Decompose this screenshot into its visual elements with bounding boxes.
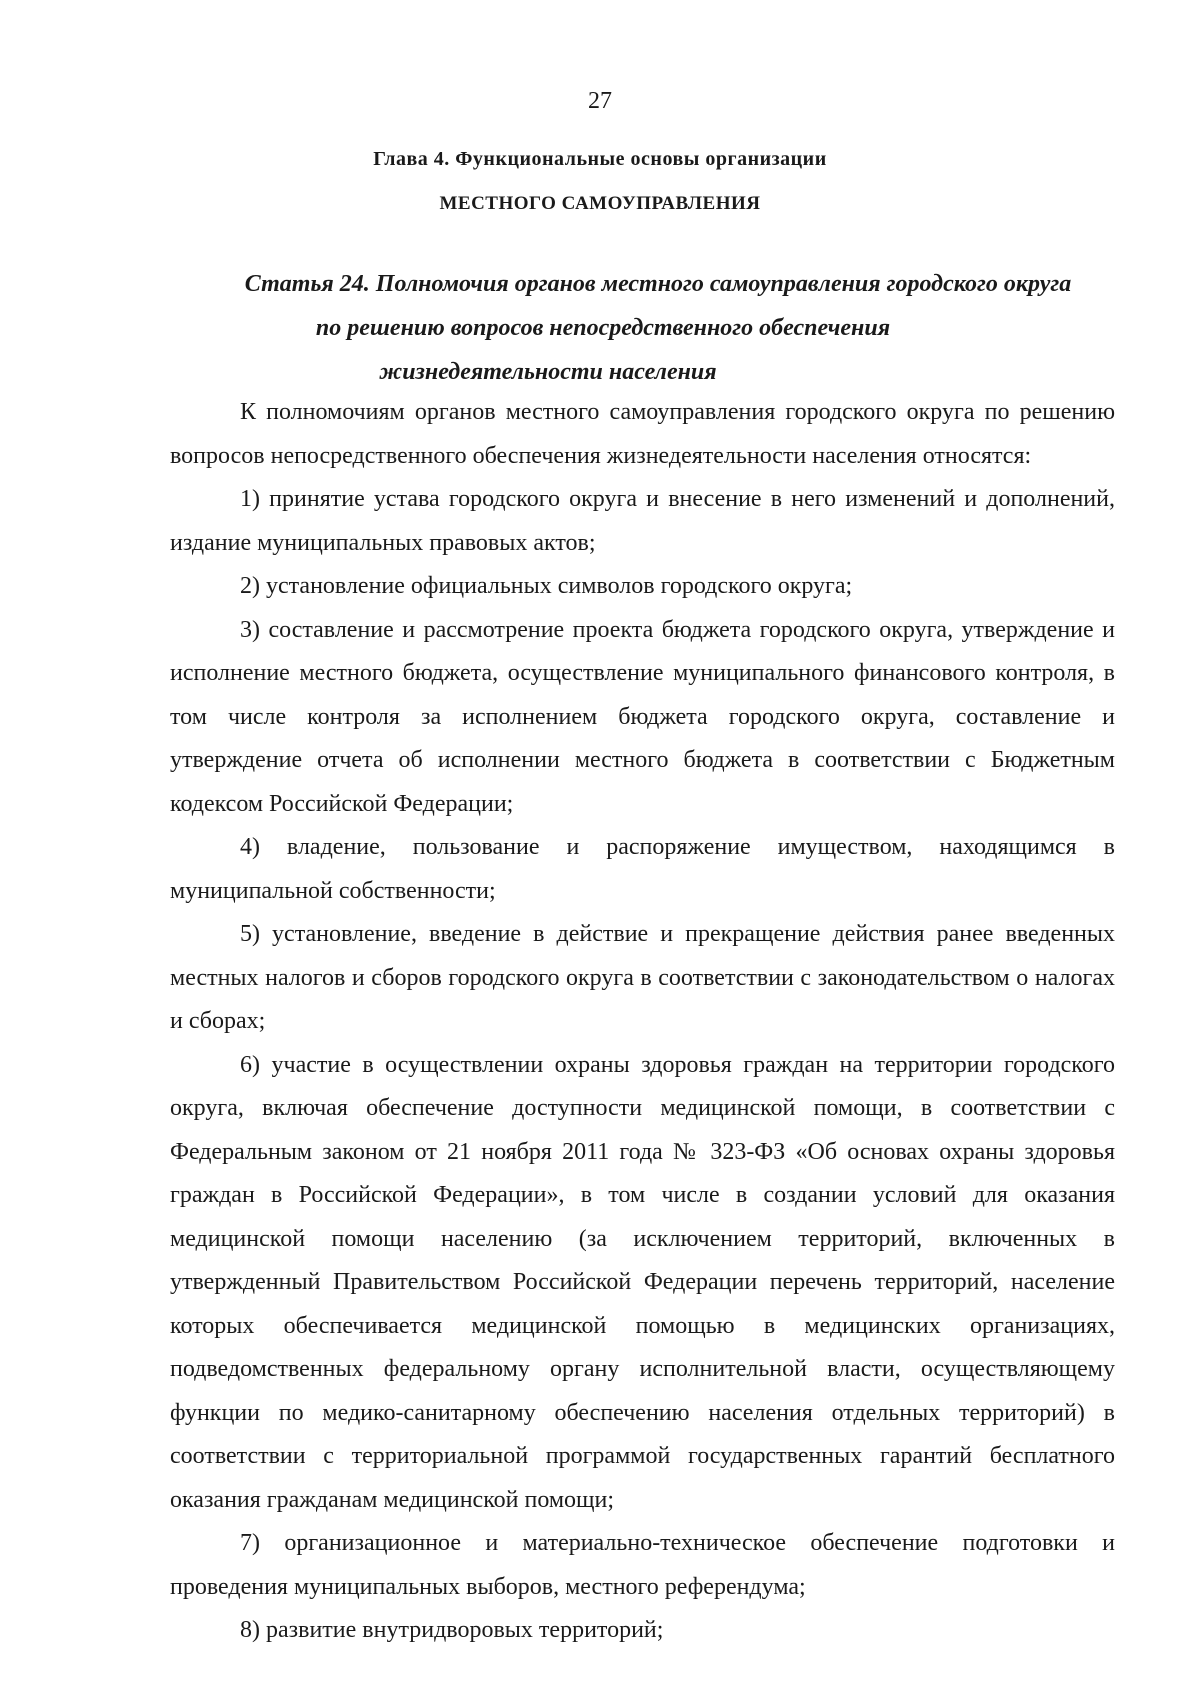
- list-item-1: 1) принятие устава городского округа и внесение в него изменений и дополнений, издание муниципальных правовых актов;: [170, 486, 1115, 556]
- list-item-6: 6) участие в осуществлении охраны здоровья граждан на территории городского округа, включая обеспечение доступности медицинской помощи, в соответствии с Федеральным законом от 21 ноября 2011 года № 323-ФЗ «Об основах охраны здоровья граждан в Российской Федерации», в том числе в создании условий для оказания медицинской помощи населению (за исключением территорий, включенных в утвержденный Правительством Российской Федерации перечень территорий, население которых обеспечивается медицинской помощью в медицинских организациях, подведомственных федеральному органу исполнительной власти, осуществляющему функции по медико-санитарному обеспечению населения отдельных территорий) в соответствии с территориальной программой государственных гарантий бесплатного оказания гражданам медицинской помощи;: [170, 1051, 1115, 1513]
- article-title-line2: по решению вопросов непосредственного обеспечения: [315, 315, 891, 341]
- paragraph-intro: К полномочиям органов местного самоуправления городского округа по решению вопросов непосредственного обеспечения жизнедеятельности населения относятся:: [170, 399, 1115, 469]
- article-title-line3: жизнедеятельности населения: [379, 359, 717, 385]
- list-item-3: 3) составление и рассмотрение проекта бюджета городского округа, утверждение и исполнение местного бюджета, осуществление муниципального финансового контроля, в том числе контроля за исполнением бюджета городского округа, составление и утверждение отчета об исполнении местного бюджета в соответствии с Бюджетным кодексом Российской Федерации;: [170, 616, 1115, 817]
- page-number: 27: [588, 88, 612, 114]
- article-title-line1: Статья 24. Полномочия органов местного самоуправления городского округа: [244, 271, 1072, 297]
- list-item-7: 7) организационное и материально-техническое обеспечение подготовки и проведения муниципальных выборов, местного референдума;: [170, 1530, 1115, 1600]
- list-item-5: 5) установление, введение в действие и прекращение действия ранее введенных местных налогов и сборов городского округа в соответствии с законодательством о налогах и сборах;: [170, 921, 1115, 1034]
- list-item-4: 4) владение, пользование и распоряжение имуществом, находящимся в муниципальной собственности;: [170, 834, 1115, 904]
- article-body: [170, 391, 1115, 1653]
- chapter-title-line2: МЕСТНОГО САМОУПРАВЛЕНИЯ: [439, 193, 761, 214]
- list-item-2: 2) установление официальных символов городского округа;: [240, 573, 853, 599]
- chapter-title-line1: Глава 4. Функциональные основы организации: [373, 148, 827, 170]
- list-item-8: 8) развитие внутридворовых территорий;: [240, 1617, 664, 1643]
